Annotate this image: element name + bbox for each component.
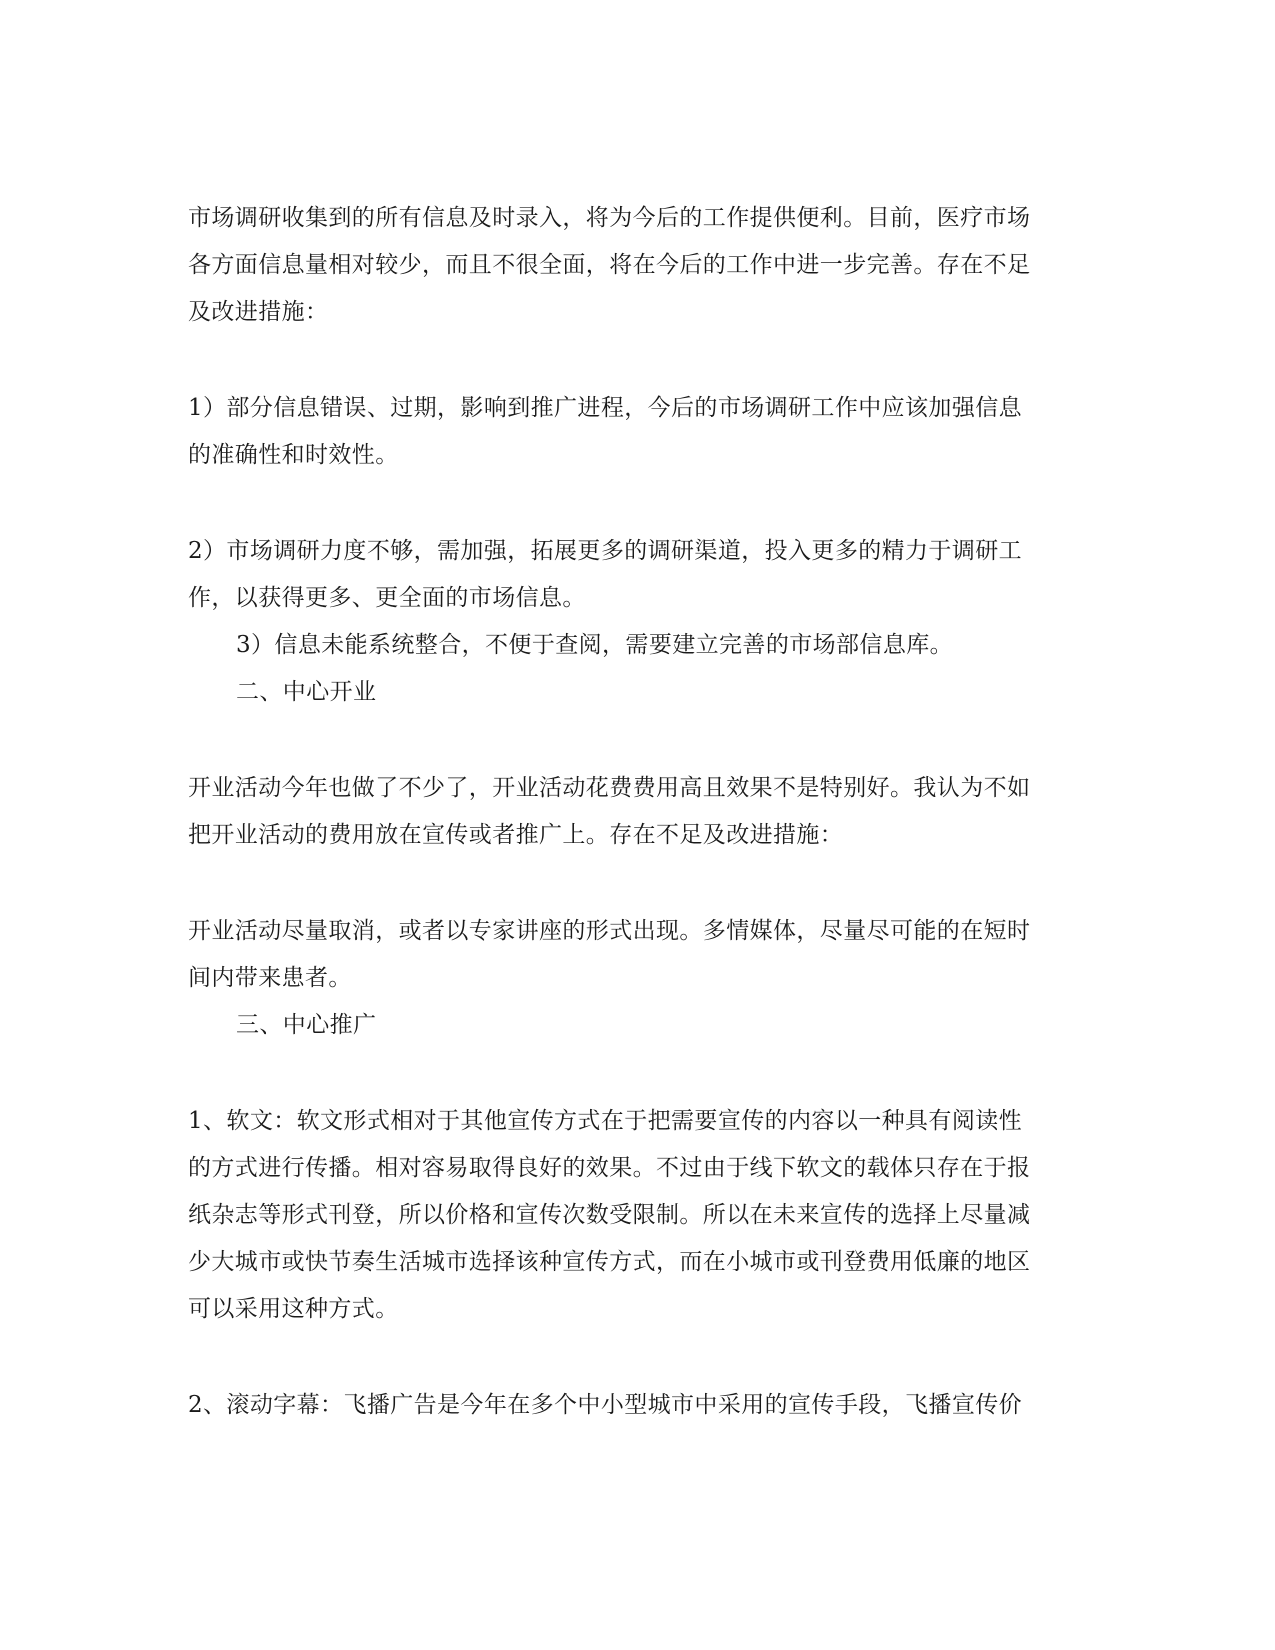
text-line: 及改进措施： [188, 299, 329, 325]
text-line: 开业活动今年也做了不少了，开业活动花费费用高且效果不是特别好。我认为不如 [188, 775, 1031, 801]
text-line: 2）市场调研力度不够，需加强，拓展更多的调研渠道，投入更多的精力于调研工 [188, 538, 1023, 564]
text-line: 市场调研收集到的所有信息及时录入，将为今后的工作提供便利。目前，医疗市场 [188, 205, 1031, 231]
text-line: 的准确性和时效性。 [188, 442, 399, 468]
section-heading: 三、中心推广 [236, 1012, 377, 1038]
section-heading: 二、中心开业 [236, 679, 377, 705]
text-line: 作，以获得更多、更全面的市场信息。 [188, 585, 586, 611]
text-line: 可以采用这种方式。 [188, 1296, 399, 1322]
text-line: 2、滚动字幕：飞播广告是今年在多个中小型城市中采用的宣传手段，飞播宣传价 [188, 1392, 1023, 1418]
text-line: 开业活动尽量取消，或者以专家讲座的形式出现。多情媒体，尽量尽可能的在短时 [188, 918, 1031, 944]
text-line: 1）部分信息错误、过期，影响到推广进程，今后的市场调研工作中应该加强信息 [188, 395, 1023, 421]
text-line: 1、软文：软文形式相对于其他宣传方式在于把需要宣传的内容以一种具有阅读性 [188, 1108, 1023, 1134]
text-line: 纸杂志等形式刊登，所以价格和宣传次数受限制。所以在未来宣传的选择上尽量减 [188, 1202, 1031, 1228]
text-line: 少大城市或快节奏生活城市选择该种宣传方式，而在小城市或刊登费用低廉的地区 [188, 1249, 1031, 1275]
text-line: 3）信息未能系统整合，不便于查阅，需要建立完善的市场部信息库。 [236, 632, 954, 658]
text-line: 把开业活动的费用放在宣传或者推广上。存在不足及改进措施： [188, 822, 844, 848]
text-line: 各方面信息量相对较少，而且不很全面，将在今后的工作中进一步完善。存在不足 [188, 252, 1031, 278]
text-line: 间内带来患者。 [188, 965, 352, 991]
text-line: 的方式进行传播。相对容易取得良好的效果。不过由于线下软文的载体只存在于报 [188, 1155, 1031, 1181]
